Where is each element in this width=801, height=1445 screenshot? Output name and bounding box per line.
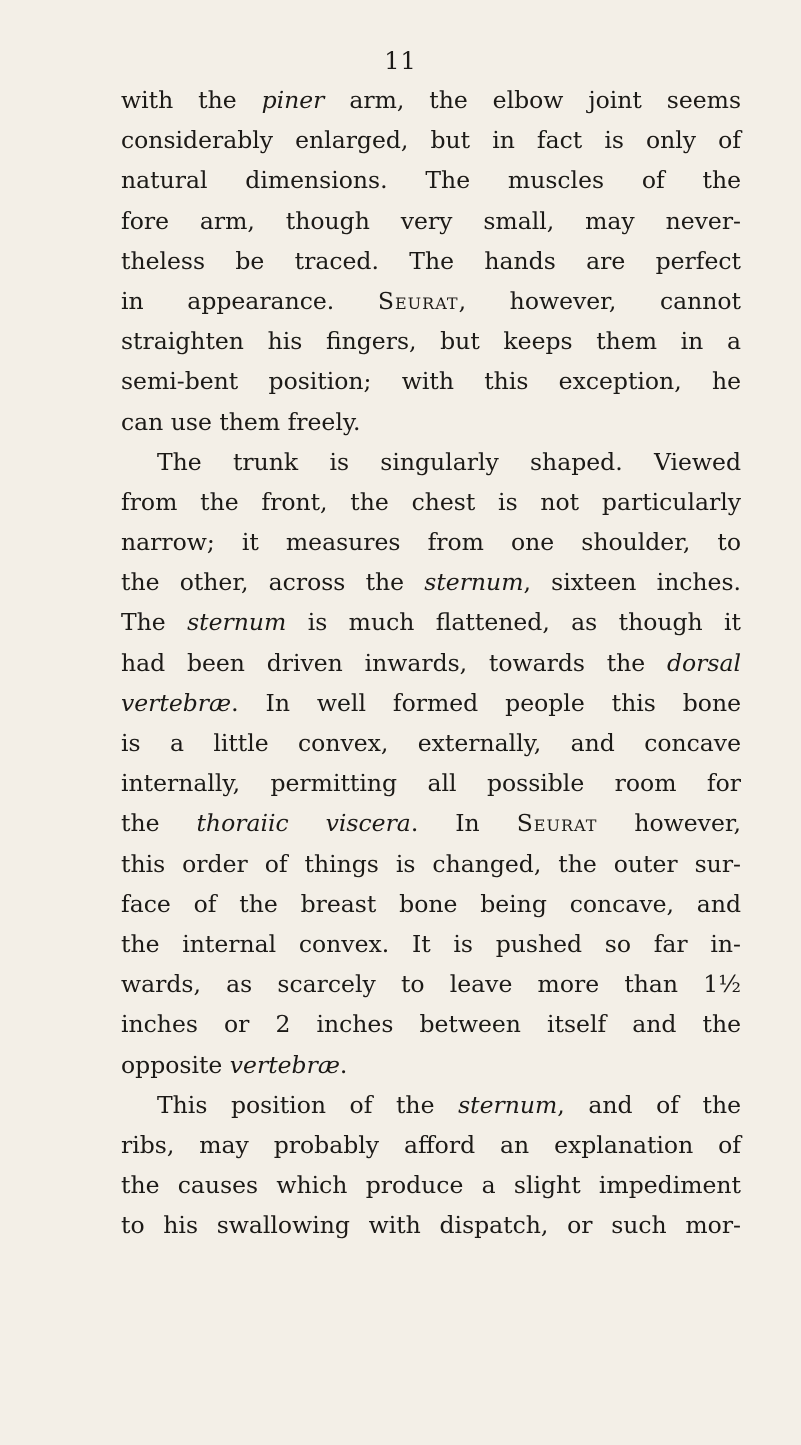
text-line: This position of the sternum, and of the [157, 1090, 742, 1119]
text-line: fore arm, though very small, may never- [121, 206, 741, 235]
text-line: vertebræ. In well formed people this bone [121, 688, 741, 717]
text-line: the other, across the sternum, sixteen inches. [121, 568, 741, 597]
text-line: opposite vertebræ. [121, 1050, 348, 1079]
text-line: theless be traced. The hands are perfect [121, 246, 741, 275]
text-line: to his swallowing with dispatch, or such mor- [121, 1211, 741, 1240]
text-line: can use them freely. [121, 407, 361, 436]
text-line: internally, permitting all possible room for [121, 769, 741, 798]
text-line: inches or 2 inches between itself and the [121, 1010, 741, 1039]
text-line: The sternum is much flattened, as though it [121, 608, 742, 637]
body-text [121, 80, 741, 1245]
text-line: straighten his fingers, but keeps them in a [121, 327, 741, 356]
text-line: ribs, may probably afford an explanation of [121, 1130, 741, 1159]
text-line: from the front, the chest is not particularly [121, 487, 741, 516]
text-line: the thoraiic viscera. In Seurat however, [121, 809, 741, 838]
text-line: considerably enlarged, but in fact is only of [121, 126, 741, 155]
text-line: the causes which produce a slight impediment [121, 1171, 741, 1200]
text-line: natural dimensions. The muscles of the [121, 166, 741, 195]
text-line: the internal convex. It is pushed so far in- [121, 929, 741, 958]
text-line: this order of things is changed, the outer sur- [121, 849, 741, 878]
page-number: 11 [384, 47, 417, 75]
text-line: wards, as scarcely to leave more than 1½ [121, 970, 741, 999]
text-line: face of the breast bone being concave, and [121, 889, 741, 918]
text-line: had been driven inwards, towards the dorsal [121, 648, 741, 677]
text-line: is a little convex, externally, and concave [121, 729, 741, 757]
text-line: with the piner arm, the elbow joint seems [121, 86, 742, 114]
text-line: narrow; it measures from one shoulder, to [121, 528, 741, 557]
text-line: The trunk is singularly shaped. Viewed [157, 447, 741, 476]
text-line: semi-bent position; with this exception, he [121, 367, 741, 396]
text-line: in appearance. Seurat, however, cannot [121, 286, 741, 315]
